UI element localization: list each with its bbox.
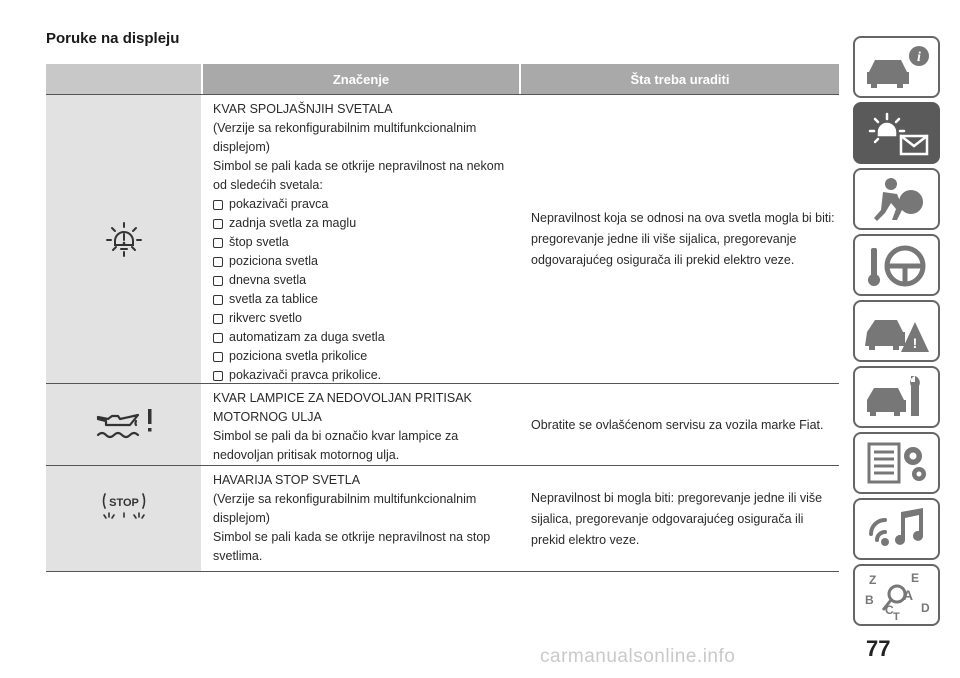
table-header bbox=[46, 64, 839, 94]
meaning-line: KVAR SPOLJAŠNJIH SVETALA bbox=[213, 102, 393, 116]
header-meaning: Značenje bbox=[203, 64, 519, 94]
action-text: Nepravilnost bi mogla biti: pregorevanje jedne ili više sijalica, pregorevanje odgovarajućeg osigurača ili prekid elektro veze. bbox=[531, 491, 823, 547]
svg-text:i: i bbox=[916, 50, 921, 65]
page-number: 77 bbox=[866, 636, 891, 661]
meaning-cell bbox=[201, 95, 519, 383]
car-maintenance-icon bbox=[861, 372, 933, 422]
list-item: zadnja svetla za maglu bbox=[213, 214, 515, 233]
action-cell bbox=[519, 384, 839, 465]
meaning-cell bbox=[201, 384, 519, 465]
checkbox-bullet-icon bbox=[213, 314, 223, 324]
meaning-line: MOTORNOG ULJA bbox=[213, 410, 322, 424]
action-text: Nepravilnost koja se odnosi na ova svetla mogla bi biti: pregorevanje jedne ili više sijalica, pregorevanje odgovarajućeg osigurača ili prekid elektro veze. bbox=[531, 211, 835, 267]
tab-maintenance[interactable] bbox=[853, 366, 940, 428]
airbag-safety-icon bbox=[861, 174, 933, 224]
tab-warning-lights[interactable] bbox=[853, 102, 940, 164]
chapter-sidebar bbox=[853, 36, 940, 630]
tab-safety[interactable] bbox=[853, 168, 940, 230]
page-title: Poruke na displeju bbox=[46, 30, 180, 47]
svg-text:C: C bbox=[884, 603, 894, 617]
stop-light-fault-icon bbox=[101, 492, 147, 526]
checkbox-bullet-icon bbox=[213, 333, 223, 343]
svg-text:!: ! bbox=[912, 335, 917, 351]
list-item: poziciona svetla prikolice bbox=[213, 347, 515, 366]
meaning-cell bbox=[201, 466, 519, 571]
tab-car-info[interactable] bbox=[853, 36, 940, 98]
multimedia-icon bbox=[861, 504, 933, 554]
tab-starting-driving[interactable] bbox=[853, 234, 940, 296]
meaning-line: displejom) bbox=[213, 140, 270, 154]
alphabetical-index-icon bbox=[861, 570, 933, 620]
checkbox-bullet-icon bbox=[213, 352, 223, 362]
tab-multimedia[interactable] bbox=[853, 498, 940, 560]
meaning-line: Simbol se pali kada se otkrije nepravilnost na nekom bbox=[213, 159, 505, 173]
checkbox-bullet-icon bbox=[213, 295, 223, 305]
steering-wheel-key-icon bbox=[861, 240, 933, 290]
messages-table bbox=[46, 64, 839, 572]
checkbox-bullet-icon bbox=[213, 219, 223, 229]
meaning-line: svetlima. bbox=[213, 549, 263, 563]
meaning-line: (Verzije sa rekonfigurabilnim multifunkcionalnim bbox=[213, 492, 477, 506]
exterior-light-fault-icon bbox=[104, 219, 144, 259]
meaning-line: Simbol se pali kada se otkrije nepravilnost na stop bbox=[213, 530, 491, 544]
checkbox-bullet-icon bbox=[213, 276, 223, 286]
meaning-line: KVAR LAMPICE ZA NEDOVOLJAN PRITISAK bbox=[213, 391, 472, 405]
meaning-line: HAVARIJA STOP SVETLA bbox=[213, 473, 361, 487]
checkbox-bullet-icon bbox=[213, 371, 223, 381]
action-cell bbox=[519, 466, 839, 571]
header-icon-cell bbox=[46, 64, 201, 94]
oil-pressure-fault-icon bbox=[92, 405, 156, 445]
meaning-line: (Verzije sa rekonfigurabilnim multifunkcionalnim bbox=[213, 121, 477, 135]
table-row bbox=[46, 384, 839, 466]
table-row bbox=[46, 466, 839, 572]
list-item: pokazivači pravca bbox=[213, 195, 515, 214]
list-item: poziciona svetla bbox=[213, 252, 515, 271]
list-item: automatizam za duga svetla bbox=[213, 328, 515, 347]
meaning-line: Simbol se pali da bi označio kvar lampice za bbox=[213, 429, 459, 443]
car-info-icon bbox=[861, 42, 933, 92]
car-emergency-icon bbox=[861, 306, 933, 356]
meaning-line: nedovoljan pritisak motornog ulja. bbox=[213, 448, 400, 462]
svg-text:T: T bbox=[892, 611, 900, 620]
checkbox-bullet-icon bbox=[213, 200, 223, 210]
svg-text:E: E bbox=[910, 571, 919, 585]
warning-light-message-icon bbox=[861, 108, 933, 158]
watermark: carmanualsonline.info bbox=[540, 646, 736, 667]
checkbox-bullet-icon bbox=[213, 257, 223, 267]
svg-text:A: A bbox=[902, 587, 913, 603]
list-item: štop svetla bbox=[213, 233, 515, 252]
list-item: dnevna svetla bbox=[213, 271, 515, 290]
svg-text:B: B bbox=[864, 593, 874, 607]
tab-index[interactable] bbox=[853, 564, 940, 626]
icon-cell bbox=[46, 95, 201, 383]
svg-text:D: D bbox=[920, 601, 930, 615]
technical-data-icon bbox=[861, 438, 933, 488]
svg-text:STOP: STOP bbox=[108, 497, 139, 509]
action-text: Obratite se ovlašćenom servisu za vozila marke Fiat. bbox=[531, 417, 824, 432]
tab-emergency[interactable] bbox=[853, 300, 940, 362]
table-row bbox=[46, 94, 839, 384]
icon-cell bbox=[46, 466, 201, 571]
list-item: pokazivači pravca prikolice. bbox=[213, 366, 515, 385]
meaning-line: od sledećih svetala: bbox=[213, 178, 323, 192]
meaning-line: displejom) bbox=[213, 511, 270, 525]
tab-technical-data[interactable] bbox=[853, 432, 940, 494]
header-action: Šta treba uraditi bbox=[521, 64, 839, 94]
list-item: svetla za tablice bbox=[213, 290, 515, 309]
icon-cell bbox=[46, 384, 201, 465]
list-item: rikverc svetlo bbox=[213, 309, 515, 328]
checkbox-bullet-icon bbox=[213, 238, 223, 248]
svg-text:Z: Z bbox=[868, 573, 876, 587]
action-cell bbox=[519, 95, 839, 383]
